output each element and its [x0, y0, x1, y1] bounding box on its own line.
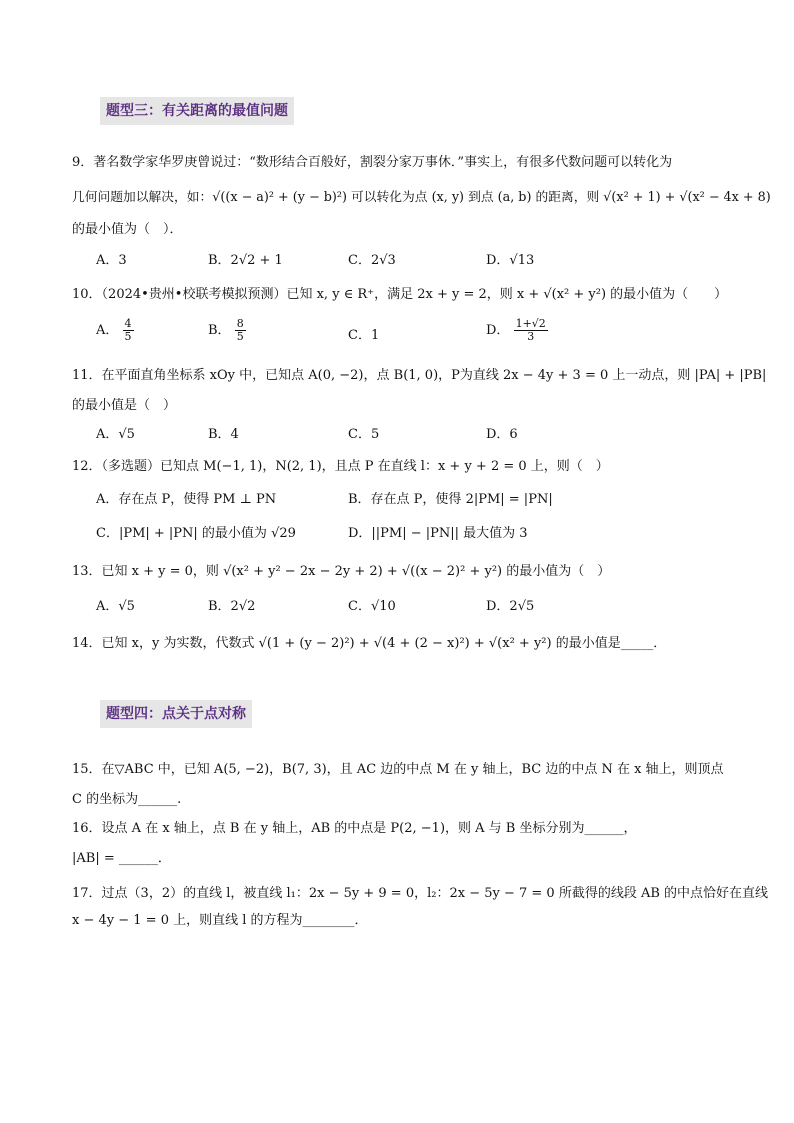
q11-option-b: B．4 [208, 427, 239, 442]
q9-line-1: 9．著名数学家华罗庚曾说过：“数形结合百般好，割裂分家万事休．”事实上，有很多代数问题可以转化为 [72, 155, 673, 170]
q13-option-a: A．√5 [96, 599, 135, 614]
section-title-3: 题型三：有关距离的最值问题 [100, 97, 294, 125]
q10-line-1: 10．（2024•贵州•校联考模拟预测）已知 x, y ∈ R⁺，满足 2x + y = 2，则 x + √(x² + y²) 的最小值为（ ） [72, 287, 728, 302]
q9-line-3: 的最小值为（ ）． [72, 222, 183, 237]
q12-option-b: B．存在点 P，使得 2|PM| = |PN| [348, 492, 553, 507]
q12-option-c: C．|PM| + |PN| 的最小值为 √29 [96, 526, 296, 541]
q10-option-b-label: B． [208, 323, 231, 338]
q10-option-b-fraction [235, 318, 246, 343]
q10-option-d [486, 318, 548, 343]
q16-line-2: |AB| = ______． [72, 851, 171, 866]
q13-option-b: B．2√2 [208, 599, 256, 614]
q12-option-d: D．||PM| − |PN|| 最大值为 3 [348, 526, 528, 541]
q10-option-a [96, 318, 134, 343]
q11-line-1: 11．在平面直角坐标系 xOy 中，已知点 A(0, −2)，点 B(1, 0)，P为直线 2x − 4y + 3 = 0 上一动点，则 |PA| + |PB| [72, 368, 767, 383]
q17-line-1: 17．过点（3，2）的直线 l，被直线 l₁：2x − 5y + 9 = 0，l₂：2x − 5y − 7 = 0 所截得的线段 AB 的中点恰好在直线 [72, 886, 769, 901]
q10-option-c: C．1 [348, 328, 380, 343]
q10-a-numerator: 4 [124, 317, 132, 330]
q15-line-1: 15．在▽ABC 中，已知 A(5, −2)，B(7, 3)，且 AC 边的中点 M 在 y 轴上，BC 边的中点 N 在 x 轴上，则顶点 [72, 762, 724, 777]
q13-option-c: C．√10 [348, 599, 396, 614]
q12-line-1: 12．（多选题）已知点 M(−1, 1)，N(2, 1)，且点 P 在直线 l：x + y + 2 = 0 上，则（ ） [72, 459, 609, 474]
q10-b-denominator: 5 [236, 330, 244, 343]
q10-d-numerator: 1+√2 [515, 317, 546, 330]
q13-option-d: D．2√5 [486, 599, 535, 614]
q9-option-a: A．3 [96, 253, 127, 268]
q11-line-2: 的最小值是（ ） [72, 398, 177, 413]
q11-option-d: D．6 [486, 427, 518, 442]
q12-option-a: A．存在点 P，使得 PM ⊥ PN [96, 492, 277, 507]
q10-a-denominator: 5 [124, 330, 132, 343]
q10-option-d-fraction [514, 318, 548, 343]
q10-option-a-label: A． [96, 323, 119, 338]
q14-line-1: 14．已知 x，y 为实数，代数式 √(1 + (y − 2)²) + √(4 + (2 − x)²) + √(x² + y²) 的最小值是_____． [72, 636, 667, 651]
q15-line-2: C 的坐标为______. [72, 792, 182, 807]
q10-d-denominator: 3 [527, 330, 535, 343]
q10-option-d-label: D． [486, 323, 510, 338]
q11-option-a: A．√5 [96, 427, 135, 442]
q9-option-d: D．√13 [486, 253, 535, 268]
q16-line-1: 16．设点 A 在 x 轴上，点 B 在 y 轴上，AB 的中点是 P(2, −1)，则 A 与 B 坐标分别为______， [72, 821, 637, 836]
q17-line-2: x − 4y − 1 = 0 上，则直线 l 的方程为________． [72, 913, 368, 928]
section-title-4: 题型四：点关于点对称 [100, 700, 252, 728]
q9-option-c: C．2√3 [348, 253, 396, 268]
q9-line-2: 几何问题加以解决，如：√((x − a)² + (y − b)²) 可以转化为点 (x, y) 到点 (a, b) 的距离，则 √(x² + 1) + √(x² − 4x + 8) [72, 190, 771, 205]
q10-b-numerator: 8 [236, 317, 244, 330]
q13-line-1: 13．已知 x + y = 0，则 √(x² + y² − 2x − 2y + 2) + √((x − 2)² + y²) 的最小值为（ ） [72, 564, 611, 579]
q10-option-a-fraction [123, 318, 134, 343]
q10-option-b [208, 318, 246, 343]
q9-option-b: B．2√2 + 1 [208, 253, 283, 268]
q11-option-c: C．5 [348, 427, 380, 442]
